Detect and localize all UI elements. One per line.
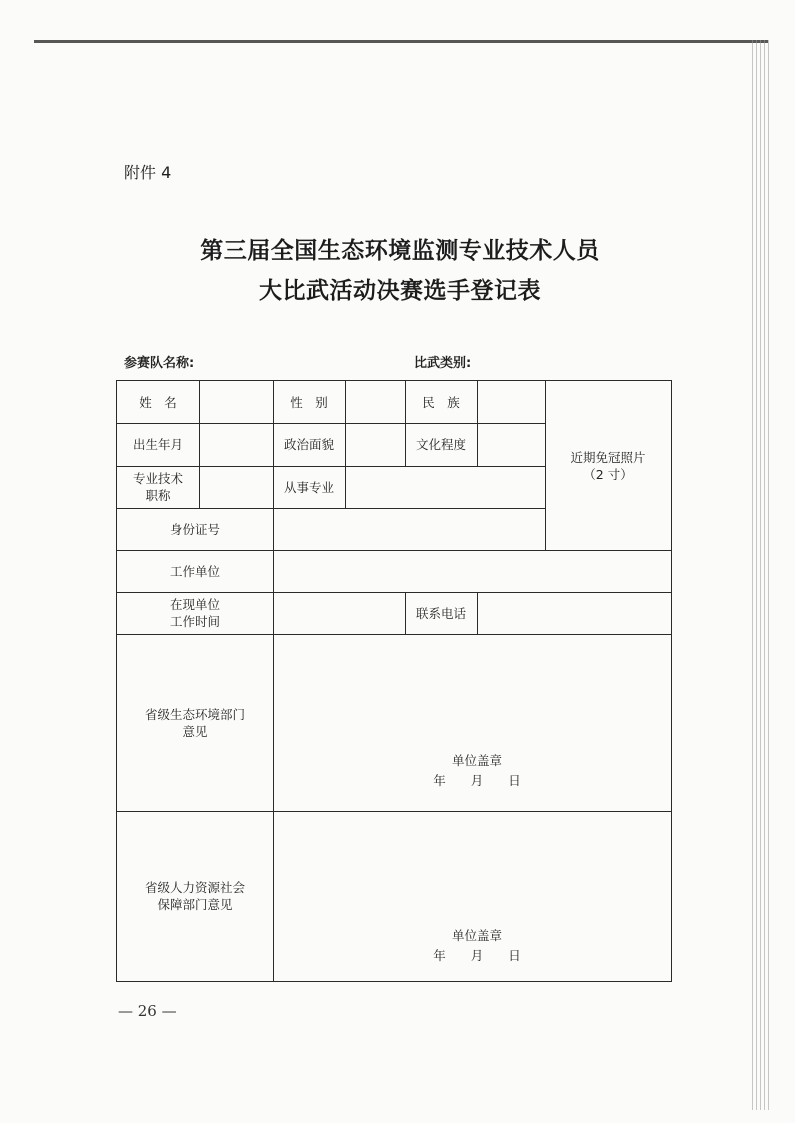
photo-label: 近期免冠照片 bbox=[570, 449, 646, 465]
input-work-unit[interactable] bbox=[273, 550, 671, 592]
photo-size-label: （2 寸） bbox=[583, 466, 633, 482]
hr-seal-block bbox=[417, 926, 537, 966]
label-field: 从事专业 bbox=[283, 479, 334, 495]
env-seal-label: 单位盖章 bbox=[451, 753, 502, 768]
input-name[interactable] bbox=[199, 381, 273, 423]
input-id-number[interactable] bbox=[273, 508, 545, 550]
input-gender[interactable] bbox=[345, 381, 405, 423]
env-seal-block bbox=[417, 751, 537, 791]
scan-edge-right bbox=[752, 40, 770, 1110]
provincial-hr-line1: 省级人力资源社会 bbox=[144, 880, 245, 895]
label-gender: 性 别 bbox=[290, 394, 328, 410]
photo-box[interactable] bbox=[545, 381, 671, 550]
input-phone[interactable] bbox=[477, 592, 671, 634]
provincial-env-line2: 意见 bbox=[182, 723, 208, 739]
hr-date-label: 年 月 日 bbox=[433, 948, 521, 963]
registration-form-table bbox=[116, 380, 672, 982]
label-name: 姓 名 bbox=[139, 394, 177, 410]
label-political: 政治面貌 bbox=[283, 437, 334, 452]
input-professional-title[interactable] bbox=[199, 466, 273, 508]
label-birth: 出生年月 bbox=[132, 437, 183, 452]
label-provincial-hr-opinion bbox=[117, 811, 273, 981]
label-current-unit-time bbox=[117, 592, 273, 634]
hr-seal-label: 单位盖章 bbox=[451, 928, 502, 943]
input-political[interactable] bbox=[345, 423, 405, 466]
provincial-env-line1: 省级生态环境部门 bbox=[144, 706, 245, 722]
form-title-line1: 第三届全国生态环境监测专业技术人员 bbox=[200, 237, 600, 264]
provincial-hr-line2: 保障部门意见 bbox=[157, 897, 233, 912]
label-phone: 联系电话 bbox=[415, 605, 466, 621]
attachment-label: 附件 4 bbox=[124, 163, 172, 182]
input-birth[interactable] bbox=[199, 423, 273, 466]
label-professional-title bbox=[117, 466, 199, 508]
team-name-label: 参赛队名称: bbox=[124, 356, 195, 371]
label-work-unit: 工作单位 bbox=[169, 563, 220, 579]
label-id-number: 身份证号 bbox=[169, 521, 220, 537]
scan-edge-top bbox=[34, 40, 768, 43]
form-title-line2: 大比武活动决赛选手登记表 bbox=[259, 277, 541, 304]
page-number: — 26 — bbox=[118, 1002, 177, 1020]
input-current-unit-time[interactable] bbox=[273, 592, 405, 634]
label-ethnicity: 民 族 bbox=[422, 394, 460, 410]
professional-title-line1: 专业技术 bbox=[132, 471, 183, 486]
current-unit-line1: 在现单位 bbox=[169, 597, 220, 612]
input-field[interactable] bbox=[345, 466, 545, 508]
input-education[interactable] bbox=[477, 423, 545, 466]
label-education: 文化程度 bbox=[415, 437, 466, 452]
current-unit-line2: 工作时间 bbox=[169, 614, 220, 629]
env-date-label: 年 月 日 bbox=[433, 773, 521, 788]
label-provincial-env-opinion bbox=[117, 634, 273, 811]
input-ethnicity[interactable] bbox=[477, 381, 545, 423]
category-label: 比武类别: bbox=[414, 356, 472, 371]
professional-title-line2: 职称 bbox=[145, 488, 171, 503]
